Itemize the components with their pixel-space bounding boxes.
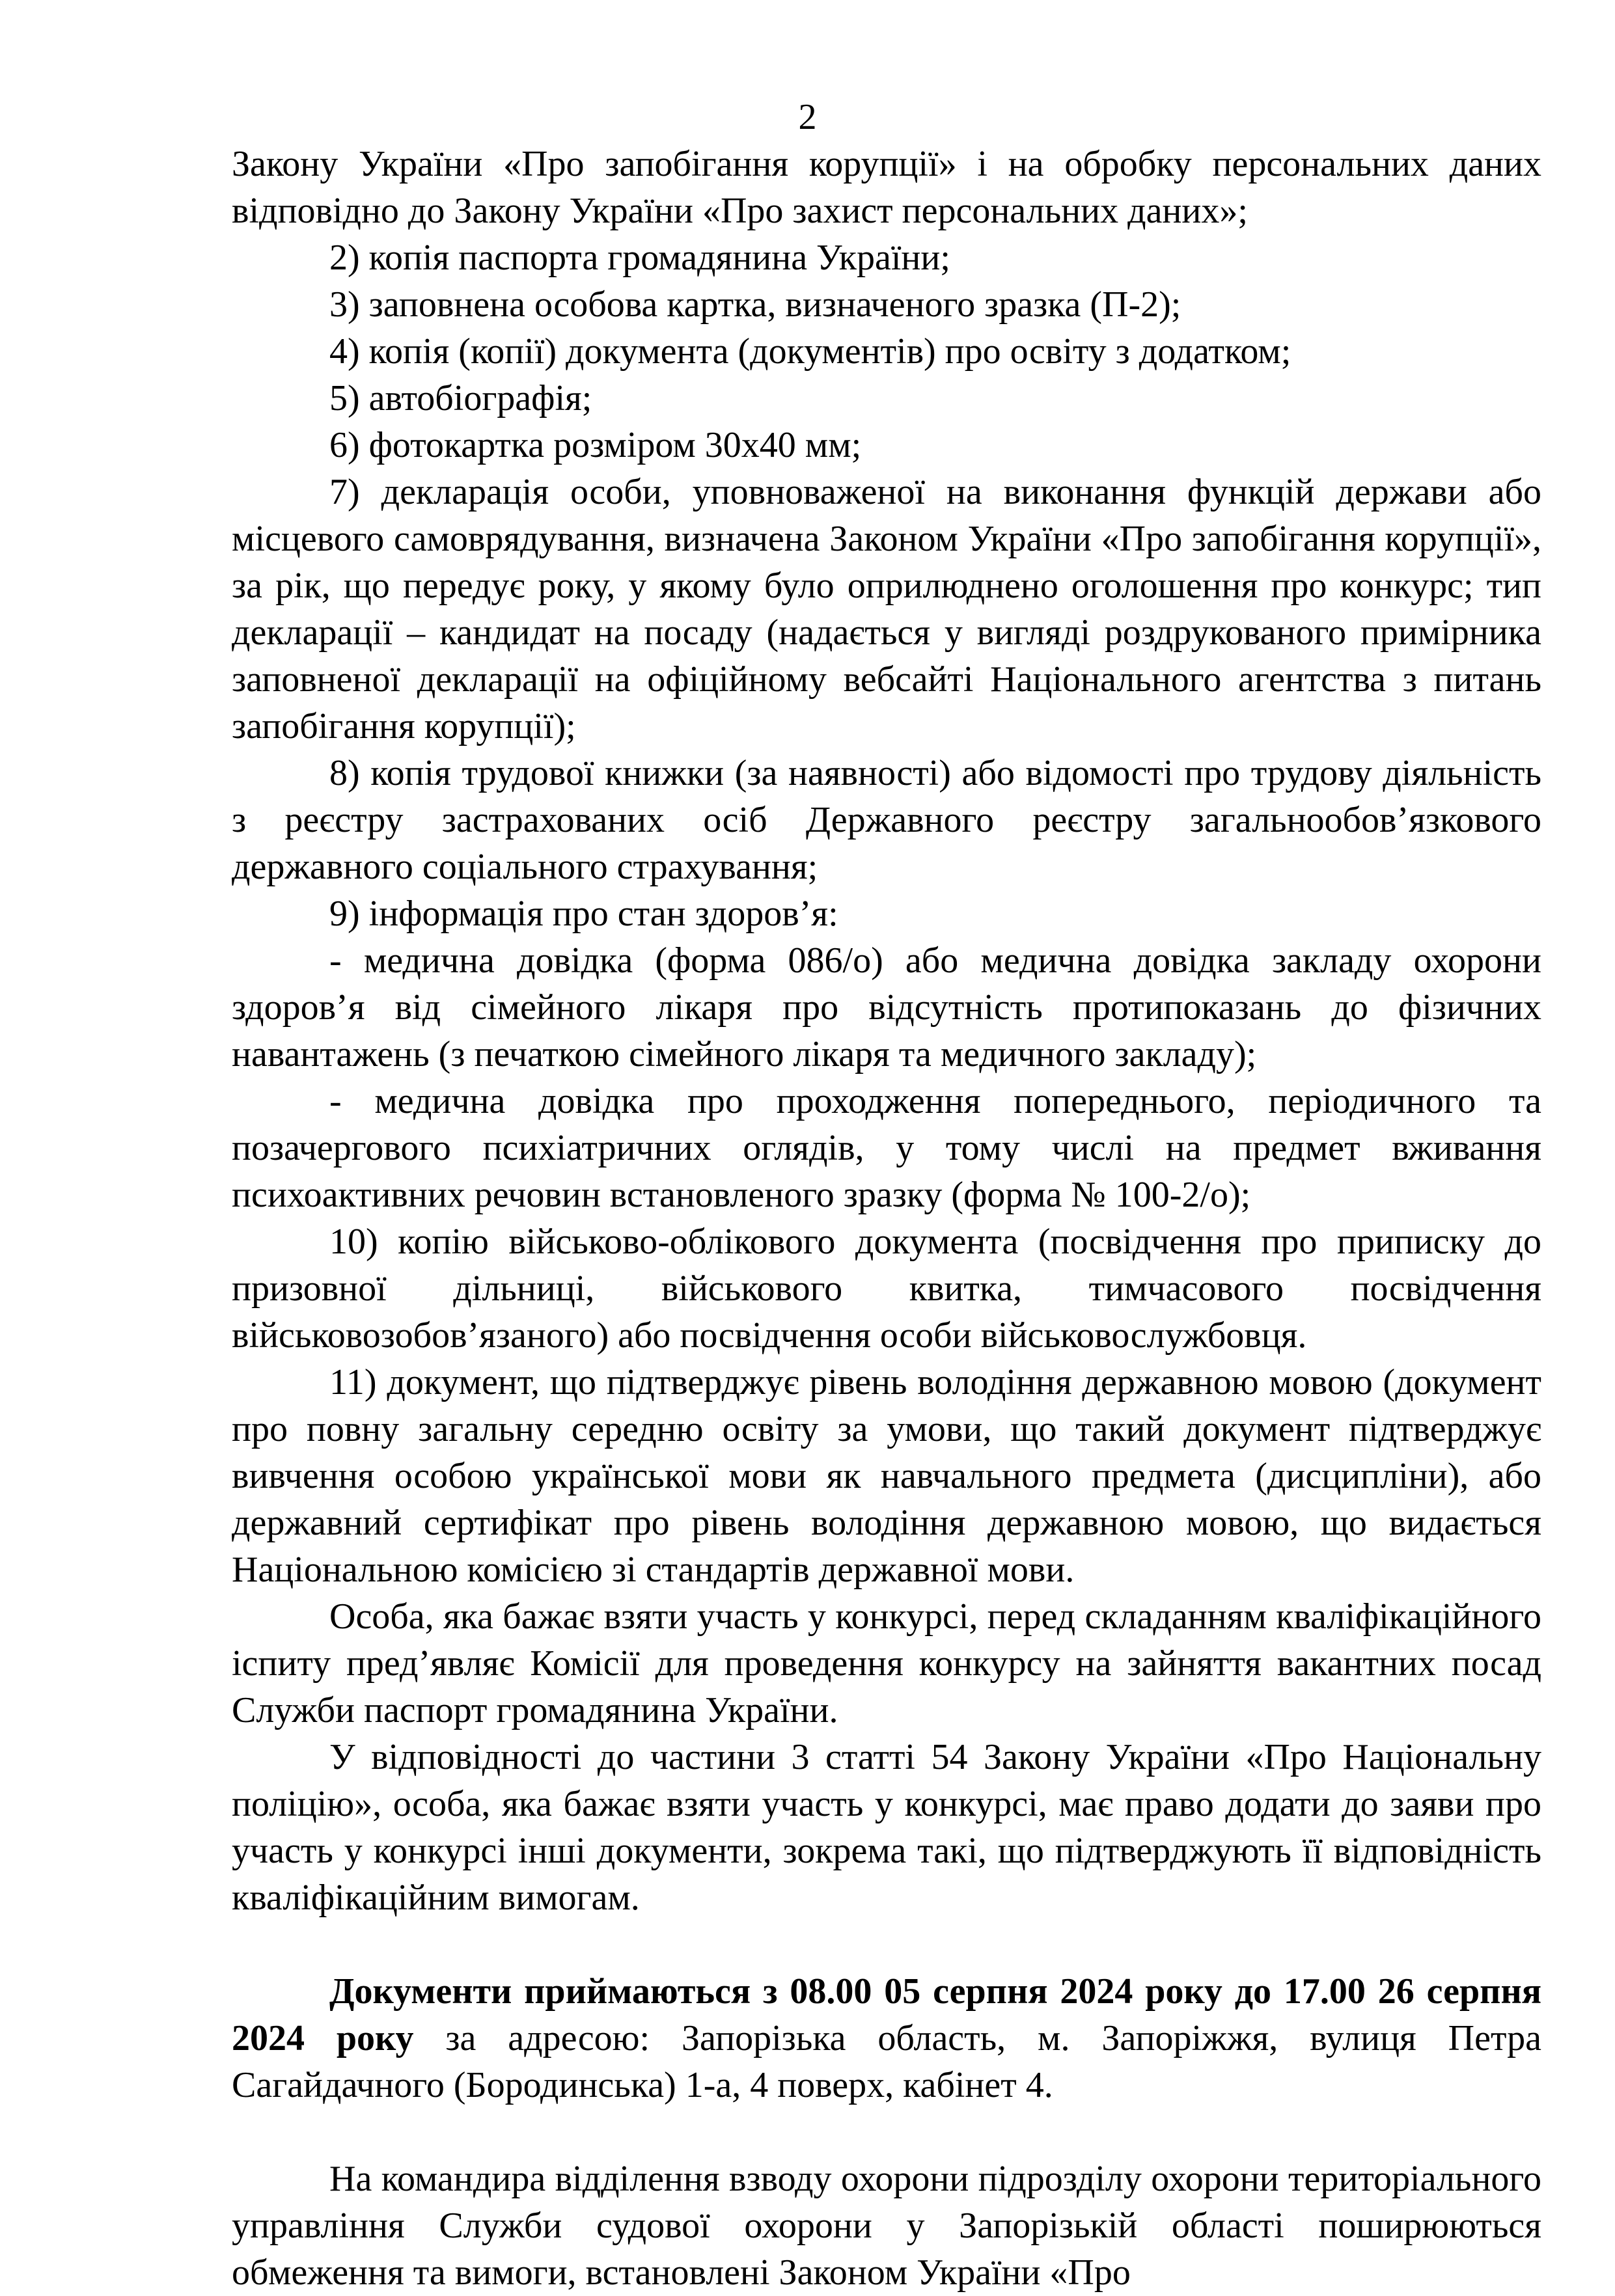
list-item: 9) інформація про стан здоров’я: xyxy=(329,894,838,934)
list-item: 4) копія (копії) документа (документів) про освіту з додатком; xyxy=(329,331,1291,372)
list-item: 7) декларація особи, уповноваженої на виконання функцій держави або місцевого самоврядування, визначена Законом України «Про запобігання корупції», за рік, що передує року, у якому було оприлюднено оголошення про конкурс; тип декларації – кандидат на посаду (надається у вигляді роздрукованого примірника заповненої декларації на офіційному вебсайті Національного агентства з питань запобігання корупції); xyxy=(232,472,1541,746)
spacer xyxy=(232,1921,1541,1968)
list-item: 2) копія паспорта громадянина України; xyxy=(329,238,950,278)
spacer xyxy=(232,2109,1541,2155)
sub-list-item: - медична довідка (форма 086/о) або медична довідка закладу охорони здоров’я від сімейного лікаря про відсутність протипоказань до фізичних навантажень (з печаткою сімейного лікаря та медичного закладу); xyxy=(232,940,1541,1074)
paragraph: На командира відділення взводу охорони підрозділу охорони територіального управління Служби судової охорони у Запорізькій області поширюються обмеження та вимоги, встановлені Законом України «Про xyxy=(232,2159,1541,2293)
list-item: 11) документ, що підтверджує рівень володіння державною мовою (документ про повну загальну середню освіту за умови, що такий документ підтверджує вивчення особою української мови як навчального предмета (дисципліни), або державний сертифікат про рівень володіння державною мовою, що видається Національною комісією зі стандартів державної мови. xyxy=(232,1362,1541,1590)
page-number: 2 xyxy=(798,97,817,137)
list-item: 5) автобіографія; xyxy=(329,378,592,418)
paragraph: Особа, яка бажає взяти участь у конкурсі, перед складанням кваліфікаційного іспиту пред’являє Комісії для проведення конкурсу на зайняття вакантних посад Служби паспорт громадянина України. xyxy=(232,1596,1541,1730)
document-body xyxy=(232,141,1541,2296)
deadline-bold-text: Документи приймаються з 08.00 05 серпня 2024 року до 17.00 26 серпня 2024 року xyxy=(232,1971,1541,2058)
list-item: 8) копія трудової книжки (за наявності) або відомості про трудову діяльність з реєстру застрахованих осіб Державного реєстру загальнообов’язкового державного соціального страхування; xyxy=(232,753,1541,887)
list-item: 10) копію військово-облікового документа (посвідчення про приписку до призовної дільниці, військового квитка, тимчасового посвідчення військовозобов’язаного) або посвідчення особи військовослужбовця. xyxy=(232,1222,1541,1356)
sub-list-item: - медична довідка про проходження попереднього, періодичного та позачергового психіатричних оглядів, у тому числі на предмет вживання психоактивних речовин встановленого зразку (форма № 100-2/о); xyxy=(232,1081,1541,1215)
paragraph: У відповідності до частини 3 статті 54 Закону України «Про Національну поліцію», особа, яка бажає взяти участь у конкурсі, має право додати до заяви про участь у конкурсі інші документи, зокрема такі, що підтверджують її відповідність кваліфікаційним вимогам. xyxy=(232,1737,1541,1918)
list-item: 6) фотокартка розміром 30х40 мм; xyxy=(329,425,862,465)
paragraph: Закону України «Про запобігання корупції» і на обробку персональних даних відповідно до Закону України «Про захист персональних даних»; xyxy=(232,144,1541,231)
list-item: 3) заповнена особова картка, визначеного зразка (П-2); xyxy=(329,284,1181,325)
address-text: за адресою: Запорізька область, м. Запоріжжя, вулиця Петра Сагайдачного (Бородинська) 1-а, 4 поверх, кабінет 4. xyxy=(232,2018,1541,2105)
documents-deadline-paragraph xyxy=(232,1968,1541,2109)
